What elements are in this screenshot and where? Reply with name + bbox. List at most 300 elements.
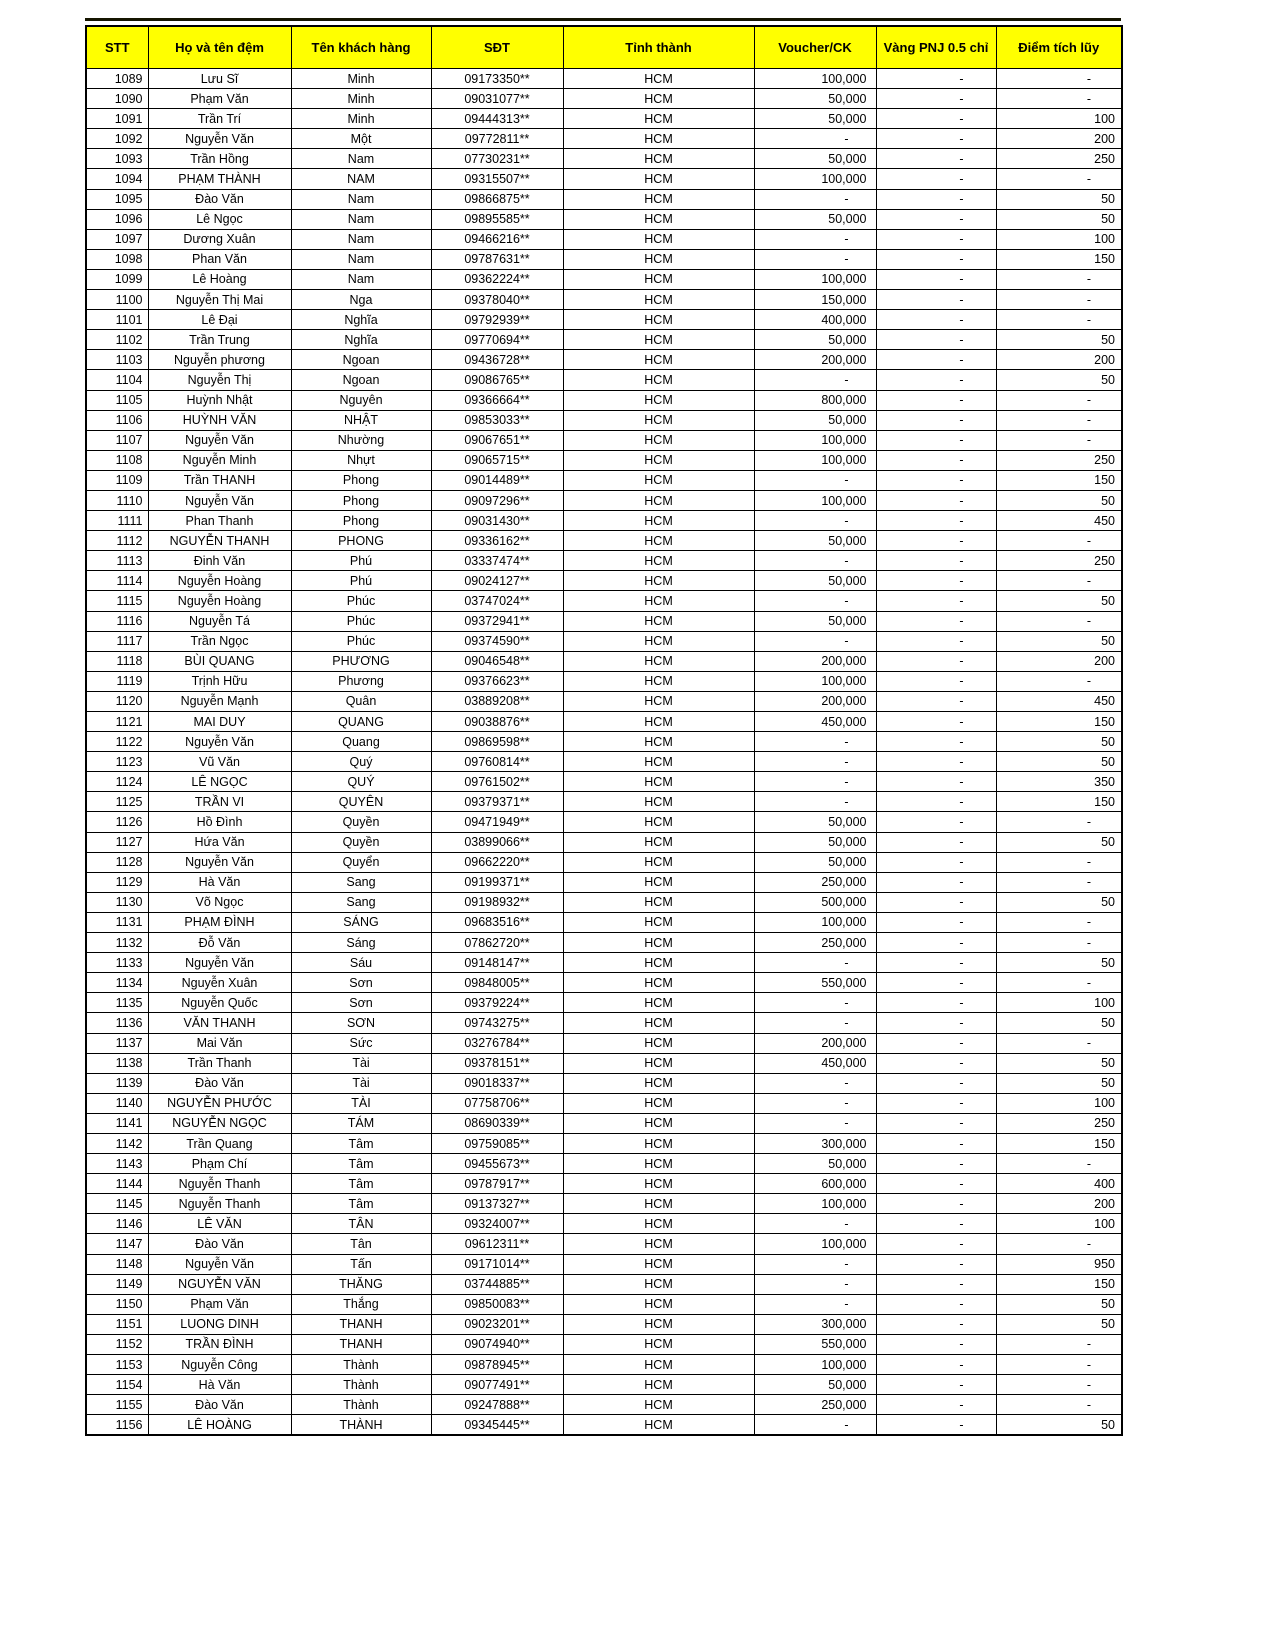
- cell-stt: 1125: [86, 792, 148, 812]
- cell-vang: -: [876, 1073, 996, 1093]
- cell-voucher: 400,000: [754, 310, 876, 330]
- cell-ho: Nguyễn Thị Mai: [148, 290, 291, 310]
- cell-voucher: -: [754, 551, 876, 571]
- cell-diem: 450: [996, 691, 1122, 711]
- cell-diem: -: [996, 69, 1122, 89]
- table-row: [86, 1053, 1122, 1073]
- cell-sdt: 09336162**: [431, 531, 563, 551]
- cell-stt: 1098: [86, 249, 148, 269]
- cell-vang: -: [876, 109, 996, 129]
- cell-sdt: 09436728**: [431, 350, 563, 370]
- cell-stt: 1148: [86, 1254, 148, 1274]
- cell-vang: -: [876, 490, 996, 510]
- cell-sdt: 03899066**: [431, 832, 563, 852]
- cell-vang: -: [876, 1053, 996, 1073]
- cell-diem: -: [996, 973, 1122, 993]
- cell-ho: Nguyễn Văn: [148, 129, 291, 149]
- table-row: [86, 1274, 1122, 1294]
- cell-voucher: 550,000: [754, 1334, 876, 1354]
- cell-ho: Đào Văn: [148, 189, 291, 209]
- cell-ho: LÊ NGỌC: [148, 772, 291, 792]
- cell-diem: 50: [996, 370, 1122, 390]
- cell-tinh: HCM: [563, 832, 754, 852]
- cell-sdt: 03744885**: [431, 1274, 563, 1294]
- table-row: [86, 1093, 1122, 1113]
- cell-stt: 1094: [86, 169, 148, 189]
- cell-ho: Trần Trí: [148, 109, 291, 129]
- cell-sdt: 03889208**: [431, 691, 563, 711]
- cell-diem: -: [996, 531, 1122, 551]
- cell-ten: Phúc: [291, 591, 431, 611]
- cell-sdt: 03276784**: [431, 1033, 563, 1053]
- cell-diem: -: [996, 1033, 1122, 1053]
- cell-ten: Sáng: [291, 933, 431, 953]
- table-row: [86, 712, 1122, 732]
- cell-ten: Phong: [291, 511, 431, 531]
- cell-vang: -: [876, 450, 996, 470]
- cell-ten: Tài: [291, 1073, 431, 1093]
- cell-sdt: 09247888**: [431, 1395, 563, 1415]
- cell-voucher: -: [754, 1113, 876, 1133]
- cell-ten: Nhường: [291, 430, 431, 450]
- cell-diem: 50: [996, 732, 1122, 752]
- cell-ho: Trần Thanh: [148, 1053, 291, 1073]
- cell-stt: 1147: [86, 1234, 148, 1254]
- cell-ho: Nguyễn Thanh: [148, 1194, 291, 1214]
- cell-tinh: HCM: [563, 912, 754, 932]
- cell-ho: Nguyễn Văn: [148, 732, 291, 752]
- cell-ho: Đào Văn: [148, 1395, 291, 1415]
- cell-ten: Quý: [291, 752, 431, 772]
- cell-vang: -: [876, 390, 996, 410]
- cell-tinh: HCM: [563, 852, 754, 872]
- cell-ten: Tân: [291, 1234, 431, 1254]
- cell-voucher: 100,000: [754, 430, 876, 450]
- cell-voucher: 50,000: [754, 852, 876, 872]
- cell-ho: Hà Văn: [148, 872, 291, 892]
- cell-ho: Lê Ngọc: [148, 209, 291, 229]
- cell-tinh: HCM: [563, 269, 754, 289]
- table-row: [86, 350, 1122, 370]
- column-header-diem: Điểm tích lũy: [996, 26, 1122, 69]
- cell-ho: Nguyễn Văn: [148, 1254, 291, 1274]
- cell-voucher: 50,000: [754, 832, 876, 852]
- cell-voucher: 50,000: [754, 1154, 876, 1174]
- cell-sdt: 09743275**: [431, 1013, 563, 1033]
- cell-ten: Nam: [291, 229, 431, 249]
- cell-tinh: HCM: [563, 872, 754, 892]
- cell-voucher: -: [754, 511, 876, 531]
- table-row: [86, 832, 1122, 852]
- cell-voucher: 100,000: [754, 490, 876, 510]
- cell-diem: -: [996, 1355, 1122, 1375]
- cell-stt: 1091: [86, 109, 148, 129]
- cell-tinh: HCM: [563, 933, 754, 953]
- cell-tinh: HCM: [563, 430, 754, 450]
- cell-voucher: 100,000: [754, 1355, 876, 1375]
- cell-voucher: -: [754, 732, 876, 752]
- cell-sdt: 09853033**: [431, 410, 563, 430]
- column-header-stt: STT: [86, 26, 148, 69]
- cell-sdt: 09038876**: [431, 712, 563, 732]
- cell-vang: -: [876, 792, 996, 812]
- cell-tinh: HCM: [563, 390, 754, 410]
- cell-diem: 50: [996, 591, 1122, 611]
- cell-voucher: 50,000: [754, 89, 876, 109]
- cell-diem: 50: [996, 1314, 1122, 1334]
- cell-ten: TÂN: [291, 1214, 431, 1234]
- cell-diem: 450: [996, 511, 1122, 531]
- cell-tinh: HCM: [563, 249, 754, 269]
- cell-voucher: -: [754, 470, 876, 490]
- cell-vang: -: [876, 330, 996, 350]
- cell-sdt: 09023201**: [431, 1314, 563, 1334]
- cell-ho: Nguyễn Xuân: [148, 973, 291, 993]
- cell-diem: 50: [996, 631, 1122, 651]
- cell-ten: Nam: [291, 209, 431, 229]
- cell-ten: Nghĩa: [291, 330, 431, 350]
- cell-sdt: 09761502**: [431, 772, 563, 792]
- table-row: [86, 852, 1122, 872]
- cell-tinh: HCM: [563, 1214, 754, 1234]
- cell-ho: MAI DUY: [148, 712, 291, 732]
- cell-stt: 1134: [86, 973, 148, 993]
- cell-ten: NAM: [291, 169, 431, 189]
- table-row: [86, 1013, 1122, 1033]
- cell-vang: -: [876, 651, 996, 671]
- cell-tinh: HCM: [563, 1053, 754, 1073]
- cell-vang: -: [876, 1395, 996, 1415]
- cell-voucher: 150,000: [754, 290, 876, 310]
- cell-vang: -: [876, 470, 996, 490]
- cell-tinh: HCM: [563, 229, 754, 249]
- cell-stt: 1106: [86, 410, 148, 430]
- cell-ho: TRẦN VI: [148, 792, 291, 812]
- cell-sdt: 09612311**: [431, 1234, 563, 1254]
- cell-stt: 1115: [86, 591, 148, 611]
- column-header-tinh: Tỉnh thành: [563, 26, 754, 69]
- cell-vang: -: [876, 772, 996, 792]
- cell-ten: Thành: [291, 1395, 431, 1415]
- cell-ten: THĂNG: [291, 1274, 431, 1294]
- cell-tinh: HCM: [563, 290, 754, 310]
- cell-stt: 1156: [86, 1415, 148, 1436]
- cell-tinh: HCM: [563, 1093, 754, 1113]
- cell-tinh: HCM: [563, 350, 754, 370]
- cell-vang: -: [876, 129, 996, 149]
- cell-vang: -: [876, 1093, 996, 1113]
- cell-tinh: HCM: [563, 189, 754, 209]
- cell-ho: BÙI QUANG: [148, 651, 291, 671]
- cell-sdt: 09787631**: [431, 249, 563, 269]
- cell-tinh: HCM: [563, 651, 754, 671]
- table-row: [86, 651, 1122, 671]
- cell-stt: 1092: [86, 129, 148, 149]
- cell-ten: Sơn: [291, 993, 431, 1013]
- cell-vang: -: [876, 732, 996, 752]
- cell-sdt: 09378151**: [431, 1053, 563, 1073]
- cell-diem: 150: [996, 1274, 1122, 1294]
- cell-ten: Thành: [291, 1355, 431, 1375]
- cell-sdt: 09466216**: [431, 229, 563, 249]
- cell-diem: 150: [996, 470, 1122, 490]
- cell-stt: 1109: [86, 470, 148, 490]
- customer-table: [85, 25, 1123, 1436]
- table-row: [86, 752, 1122, 772]
- cell-vang: -: [876, 531, 996, 551]
- table-row: [86, 490, 1122, 510]
- table-row: [86, 732, 1122, 752]
- cell-tinh: HCM: [563, 953, 754, 973]
- cell-ten: Thắng: [291, 1294, 431, 1314]
- cell-stt: 1152: [86, 1334, 148, 1354]
- table-row: [86, 953, 1122, 973]
- cell-stt: 1144: [86, 1174, 148, 1194]
- table-row: [86, 209, 1122, 229]
- cell-vang: -: [876, 671, 996, 691]
- cell-vang: -: [876, 1274, 996, 1294]
- table-row: [86, 410, 1122, 430]
- cell-stt: 1089: [86, 69, 148, 89]
- cell-stt: 1116: [86, 611, 148, 631]
- cell-sdt: 09444313**: [431, 109, 563, 129]
- cell-tinh: HCM: [563, 973, 754, 993]
- cell-voucher: -: [754, 129, 876, 149]
- cell-stt: 1124: [86, 772, 148, 792]
- cell-vang: -: [876, 350, 996, 370]
- table-row: [86, 169, 1122, 189]
- cell-sdt: 09031077**: [431, 89, 563, 109]
- cell-ten: Ngoan: [291, 350, 431, 370]
- cell-diem: -: [996, 310, 1122, 330]
- cell-tinh: HCM: [563, 490, 754, 510]
- cell-vang: -: [876, 310, 996, 330]
- cell-diem: -: [996, 933, 1122, 953]
- cell-stt: 1137: [86, 1033, 148, 1053]
- cell-sdt: 09878945**: [431, 1355, 563, 1375]
- cell-voucher: 50,000: [754, 812, 876, 832]
- cell-ten: Minh: [291, 69, 431, 89]
- cell-vang: -: [876, 812, 996, 832]
- table-header: [86, 26, 1122, 69]
- column-header-vang: Vàng PNJ 0.5 chỉ: [876, 26, 996, 69]
- cell-tinh: HCM: [563, 1194, 754, 1214]
- cell-sdt: 09315507**: [431, 169, 563, 189]
- cell-diem: 50: [996, 1415, 1122, 1436]
- cell-diem: 50: [996, 752, 1122, 772]
- cell-ten: Phong: [291, 470, 431, 490]
- table-row: [86, 269, 1122, 289]
- cell-diem: -: [996, 812, 1122, 832]
- cell-tinh: HCM: [563, 1334, 754, 1354]
- cell-sdt: 09077491**: [431, 1375, 563, 1395]
- cell-vang: -: [876, 712, 996, 732]
- cell-stt: 1119: [86, 671, 148, 691]
- cell-sdt: 09866875**: [431, 189, 563, 209]
- cell-tinh: HCM: [563, 732, 754, 752]
- cell-ho: Nguyễn Thị: [148, 370, 291, 390]
- cell-stt: 1138: [86, 1053, 148, 1073]
- cell-stt: 1145: [86, 1194, 148, 1214]
- cell-tinh: HCM: [563, 1154, 754, 1174]
- cell-ten: TÁM: [291, 1113, 431, 1133]
- cell-voucher: -: [754, 772, 876, 792]
- cell-stt: 1100: [86, 290, 148, 310]
- table-row: [86, 671, 1122, 691]
- cell-voucher: -: [754, 370, 876, 390]
- cell-sdt: 09065715**: [431, 450, 563, 470]
- cell-tinh: HCM: [563, 330, 754, 350]
- cell-ho: Trịnh Hữu: [148, 671, 291, 691]
- cell-vang: -: [876, 631, 996, 651]
- cell-voucher: 100,000: [754, 169, 876, 189]
- cell-tinh: HCM: [563, 531, 754, 551]
- cell-ho: TRẦN ĐÌNH: [148, 1334, 291, 1354]
- cell-diem: 250: [996, 551, 1122, 571]
- cell-vang: -: [876, 149, 996, 169]
- cell-ho: LÊ HOÀNG: [148, 1415, 291, 1436]
- cell-sdt: 09137327**: [431, 1194, 563, 1214]
- cell-voucher: -: [754, 1415, 876, 1436]
- table-row: [86, 1073, 1122, 1093]
- cell-diem: -: [996, 169, 1122, 189]
- cell-ho: VĂN THANH: [148, 1013, 291, 1033]
- cell-stt: 1097: [86, 229, 148, 249]
- cell-diem: 100: [996, 229, 1122, 249]
- table-row: [86, 1154, 1122, 1174]
- cell-ho: Hồ Đình: [148, 812, 291, 832]
- cell-ho: NGUYỄN PHƯỚC: [148, 1093, 291, 1113]
- cell-sdt: 09869598**: [431, 732, 563, 752]
- table-row: [86, 1395, 1122, 1415]
- cell-sdt: 09471949**: [431, 812, 563, 832]
- cell-ho: Đỗ Văn: [148, 933, 291, 953]
- cell-sdt: 09362224**: [431, 269, 563, 289]
- cell-ho: Nguyễn Văn: [148, 852, 291, 872]
- cell-ten: QUYÊN: [291, 792, 431, 812]
- cell-tinh: HCM: [563, 129, 754, 149]
- cell-ho: Huỳnh Nhật: [148, 390, 291, 410]
- cell-voucher: 800,000: [754, 390, 876, 410]
- cell-vang: -: [876, 752, 996, 772]
- cell-sdt: 09379371**: [431, 792, 563, 812]
- cell-diem: 150: [996, 249, 1122, 269]
- cell-sdt: 09148147**: [431, 953, 563, 973]
- cell-ho: PHẠM ĐÌNH: [148, 912, 291, 932]
- table-row: [86, 691, 1122, 711]
- cell-tinh: HCM: [563, 1395, 754, 1415]
- cell-tinh: HCM: [563, 450, 754, 470]
- table-row: [86, 792, 1122, 812]
- cell-diem: 150: [996, 792, 1122, 812]
- cell-voucher: -: [754, 1214, 876, 1234]
- cell-ten: TÀI: [291, 1093, 431, 1113]
- table-row: [86, 1294, 1122, 1314]
- cell-tinh: HCM: [563, 571, 754, 591]
- table-row: [86, 1033, 1122, 1053]
- cell-ten: Sang: [291, 892, 431, 912]
- cell-stt: 1107: [86, 430, 148, 450]
- cell-stt: 1140: [86, 1093, 148, 1113]
- column-header-sdt: SĐT: [431, 26, 563, 69]
- cell-ho: Dương Xuân: [148, 229, 291, 249]
- cell-vang: -: [876, 1113, 996, 1133]
- cell-tinh: HCM: [563, 1355, 754, 1375]
- cell-stt: 1135: [86, 993, 148, 1013]
- cell-ho: NGUYỄN THANH: [148, 531, 291, 551]
- cell-diem: 50: [996, 832, 1122, 852]
- cell-ho: Mai Văn: [148, 1033, 291, 1053]
- cell-vang: -: [876, 209, 996, 229]
- cell-tinh: HCM: [563, 752, 754, 772]
- cell-voucher: 250,000: [754, 1395, 876, 1415]
- cell-ho: Đinh Văn: [148, 551, 291, 571]
- cell-vang: -: [876, 1194, 996, 1214]
- table-row: [86, 69, 1122, 89]
- table-row: [86, 149, 1122, 169]
- cell-vang: -: [876, 1375, 996, 1395]
- table-row: [86, 370, 1122, 390]
- cell-ho: PHẠM THÀNH: [148, 169, 291, 189]
- table-row: [86, 229, 1122, 249]
- cell-stt: 1143: [86, 1154, 148, 1174]
- table-row: [86, 1194, 1122, 1214]
- cell-ho: Nguyễn Công: [148, 1355, 291, 1375]
- table-row: [86, 450, 1122, 470]
- cell-sdt: 09787917**: [431, 1174, 563, 1194]
- cell-tinh: HCM: [563, 591, 754, 611]
- cell-stt: 1103: [86, 350, 148, 370]
- cell-stt: 1110: [86, 490, 148, 510]
- cell-ho: LÊ VĂN: [148, 1214, 291, 1234]
- table-row: [86, 1375, 1122, 1395]
- cell-tinh: HCM: [563, 1033, 754, 1053]
- cell-ten: SÁNG: [291, 912, 431, 932]
- cell-diem: 200: [996, 1194, 1122, 1214]
- cell-vang: -: [876, 691, 996, 711]
- table-row: [86, 1314, 1122, 1334]
- cell-diem: -: [996, 89, 1122, 109]
- cell-ho: Đào Văn: [148, 1234, 291, 1254]
- cell-ten: Minh: [291, 109, 431, 129]
- cell-diem: 250: [996, 450, 1122, 470]
- cell-diem: -: [996, 571, 1122, 591]
- cell-sdt: 09850083**: [431, 1294, 563, 1314]
- cell-ten: Một: [291, 129, 431, 149]
- cell-vang: -: [876, 69, 996, 89]
- cell-diem: -: [996, 611, 1122, 631]
- cell-voucher: -: [754, 1294, 876, 1314]
- cell-ten: Sang: [291, 872, 431, 892]
- cell-stt: 1112: [86, 531, 148, 551]
- cell-diem: -: [996, 269, 1122, 289]
- cell-voucher: 300,000: [754, 1314, 876, 1334]
- cell-voucher: 600,000: [754, 1174, 876, 1194]
- cell-tinh: HCM: [563, 310, 754, 330]
- cell-tinh: HCM: [563, 1254, 754, 1274]
- cell-ho: Nguyễn Hoàng: [148, 571, 291, 591]
- cell-stt: 1111: [86, 511, 148, 531]
- cell-stt: 1142: [86, 1133, 148, 1153]
- cell-stt: 1151: [86, 1314, 148, 1334]
- cell-ten: Nam: [291, 269, 431, 289]
- cell-diem: 50: [996, 209, 1122, 229]
- cell-voucher: -: [754, 1013, 876, 1033]
- cell-voucher: 100,000: [754, 269, 876, 289]
- cell-diem: 50: [996, 189, 1122, 209]
- cell-stt: 1108: [86, 450, 148, 470]
- cell-voucher: 200,000: [754, 1033, 876, 1053]
